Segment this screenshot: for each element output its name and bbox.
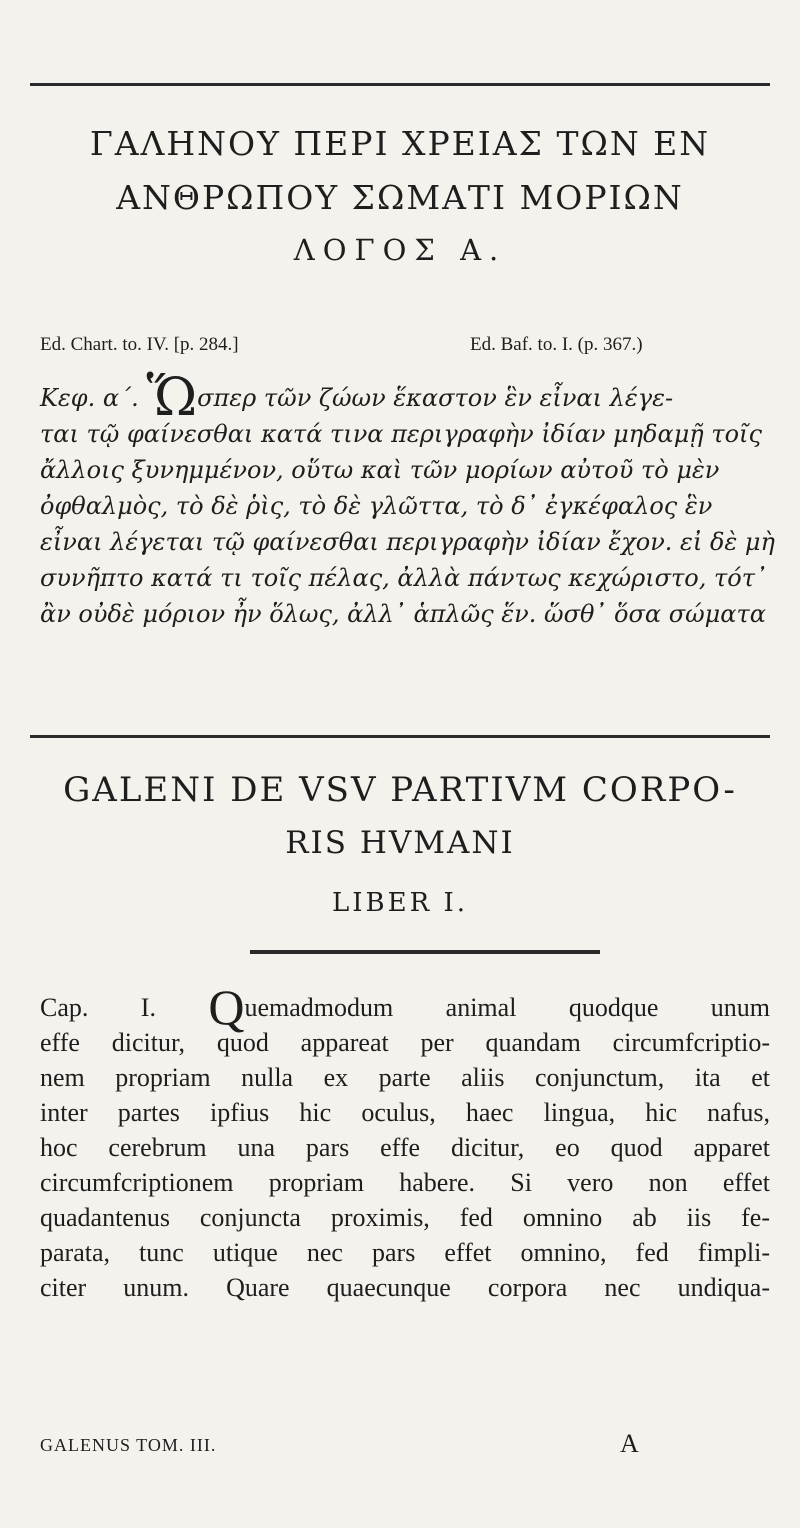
latin-title-book: LIBER I. (332, 888, 468, 918)
greek-dropcap: Ὥ (146, 368, 198, 428)
latin-dropcap: Q (208, 979, 245, 1035)
latin-line: effe dicitur, quod appareat per quandam circumfcriptio- (40, 1028, 770, 1057)
greek-line: ται τῷ φαίνεσθαι κατά τινα περιγραφὴν ἰδίαν μηδαμῇ τοῖς (40, 420, 762, 448)
greek-title-book: ΛΟΓΟΣ Α. (293, 233, 507, 267)
latin-text-block (40, 979, 771, 1305)
latin-line: citer unum. Quare quaecunque corpora nec undiqua- (40, 1273, 770, 1302)
top-rule (30, 83, 770, 86)
middle-rule (30, 735, 770, 738)
greek-line: ὀφθαλμὸς, τὸ δὲ ῥὶς, τὸ δὲ γλῶττα, τὸ δ᾽ ἐγκέφαλος ἓν (40, 492, 713, 520)
latin-line: nem propriam nulla ex parte aliis conjunctum, ita et (40, 1063, 770, 1092)
greek-line: ἄλλοις ξυνημμένον, οὕτω καὶ τῶν μορίων αὐτοῦ τὸ μὲν (40, 456, 720, 484)
greek-line-text: σπερ τῶν ζώων ἕκαστον ἓν εἶναι λέγε- (197, 384, 674, 412)
latin-line: inter partes ipfius hic oculus, haec lingua, hic nafus, (40, 1098, 770, 1127)
latin-line: circumfcriptionem propriam habere. Si vero non effet (40, 1168, 770, 1197)
greek-line: εἶναι λέγεται τῷ φαίνεσθαι περιγραφὴν ἰδίαν ἔχον. εἰ δὲ μὴ (40, 528, 775, 556)
latin-title-line1: GALENI DE VSV PARTIVM CORPO- (63, 770, 737, 810)
latin-title-line2: RIS HVMANI (285, 825, 515, 861)
footer-signature-mark: A (620, 1429, 639, 1458)
greek-line (40, 368, 770, 428)
latin-chapter-label: Cap. I. (40, 993, 156, 1022)
greek-text-block (40, 368, 775, 632)
greek-title-line2: ΑΝΘΡΩΠΟΥ ΣΩΜΑΤΙ ΜΟΡΙΩΝ (116, 178, 684, 217)
edition-basel: Ed. Baf. to. I. (p. 367.) (470, 334, 643, 355)
greek-line: ἂν οὐδὲ μόριον ἦν ὅλως, ἀλλ᾽ ἁπλῶς ἕν. ὥσθ᾽ ὅσα σώματα (40, 600, 766, 628)
edition-chartier: Ed. Chart. to. IV. [p. 284.] (40, 334, 239, 355)
short-rule (250, 950, 600, 954)
latin-line (40, 979, 771, 1035)
greek-chapter-label: Κεφ. α΄. (40, 384, 139, 412)
greek-title-line1: ΓΑΛΗΝΟΥ ΠΕΡΙ ΧΡΕΙΑΣ ΤΩΝ ΕΝ (89, 124, 711, 163)
latin-line: parata, tunc utique nec pars effet omnino, fed fimpli- (40, 1238, 770, 1267)
footer-signature: GALENUS TOM. III. (40, 1435, 217, 1455)
greek-line: συνῆπτο κατά τι τοῖς πέλας, ἀλλὰ πάντως κεχώριστο, τότ᾽ (40, 564, 767, 592)
latin-line: hoc cerebrum una pars effe dicitur, eo quod apparet (40, 1133, 770, 1162)
latin-line: quadantenus conjuncta proximis, fed omnino ab iis fe- (40, 1203, 770, 1232)
latin-line-text: uemadmodum animal quodque unum (244, 993, 771, 1022)
